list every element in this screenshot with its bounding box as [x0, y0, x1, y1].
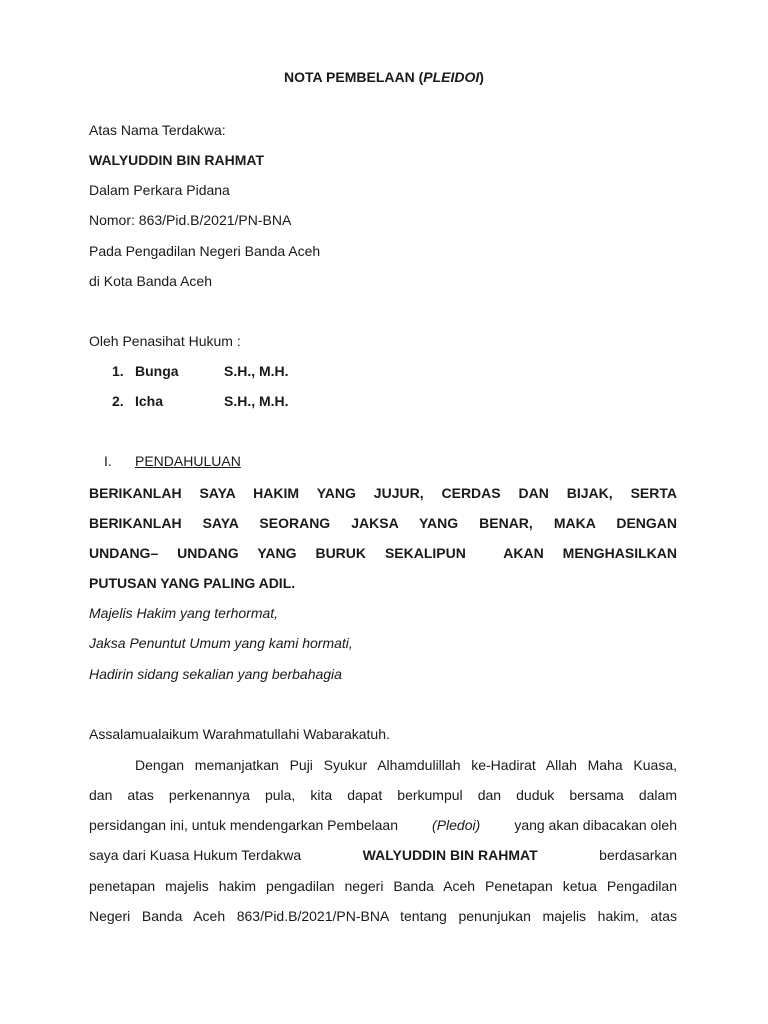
title-close: )	[479, 69, 484, 85]
quote-line: UNDANG– UNDANG YANG BURUK SEKALIPUN AKAN MENGHASILKAN	[89, 545, 677, 561]
court-name: Pada Pengadilan Negeri Banda Aceh	[89, 243, 321, 259]
quote-line: BERIKANLAH SAYA SEORANG JAKSA YANG BENAR, MAKA DENGAN	[89, 515, 677, 531]
defendant-name: WALYUDDIN BIN RAHMAT	[89, 152, 264, 168]
body-text: berdasarkan	[599, 847, 677, 863]
counsel-title: S.H., M.H.	[224, 363, 289, 379]
title-italic: PLEIDOI	[423, 69, 480, 85]
section-heading	[0, 453, 768, 471]
body-bold-name: WALYUDDIN BIN RAHMAT	[362, 847, 538, 863]
case-type: Dalam Perkara Pidana	[89, 182, 230, 198]
greeting-line: Hadirin sidang sekalian yang berbahagia	[89, 666, 342, 682]
body-line: Dengan memanjatkan Puji Syukur Alhamdulillah ke-Hadirat Allah Maha Kuasa,	[135, 757, 677, 773]
counsel-item	[0, 393, 768, 411]
body-line	[89, 816, 677, 834]
counsel-item	[0, 363, 768, 381]
body-line: dan atas perkenannya pula, kita dapat berkumpul dan duduk bersama dalam	[89, 787, 677, 803]
city: di Kota Banda Aceh	[89, 273, 212, 289]
quote-line: PUTUSAN YANG PALING ADIL.	[89, 575, 296, 591]
counsel-title: S.H., M.H.	[224, 393, 289, 409]
greeting-line: Jaksa Penuntut Umum yang kami hormati,	[89, 635, 353, 651]
body-line	[89, 846, 677, 864]
counsel-label: Oleh Penasihat Hukum :	[89, 333, 241, 349]
salam-line: Assalamualaikum Warahmatullahi Wabarakatuh.	[89, 726, 390, 742]
quote-line: BERIKANLAH SAYA HAKIM YANG JUJUR, CERDAS DAN BIJAK, SERTA	[89, 485, 677, 501]
body-line: Negeri Banda Aceh 863/Pid.B/2021/PN-BNA tentang penunjukan majelis hakim, atas	[89, 908, 677, 924]
title-text: NOTA PEMBELAAN (	[284, 69, 424, 85]
case-number: Nomor: 863/Pid.B/2021/PN-BNA	[89, 212, 292, 228]
section-number: I.	[104, 453, 112, 469]
counsel-name: Icha	[135, 393, 164, 409]
body-line: penetapan majelis hakim pengadilan negeri Banda Aceh Penetapan ketua Pengadilan	[89, 878, 677, 894]
counsel-number: 1.	[112, 363, 124, 379]
counsel-name: Bunga	[135, 363, 179, 379]
body-text: yang akan dibacakan oleh	[514, 817, 677, 833]
document-title	[0, 68, 768, 86]
atas-nama-label: Atas Nama Terdakwa:	[89, 122, 226, 138]
counsel-number: 2.	[112, 393, 124, 409]
section-title: PENDAHULUAN	[135, 453, 241, 469]
body-text: persidangan ini, untuk mendengarkan Pembelaan	[89, 817, 398, 833]
greeting-line: Majelis Hakim yang terhormat,	[89, 605, 279, 621]
body-italic: (Pledoi)	[432, 817, 481, 833]
body-text: saya dari Kuasa Hukum Terdakwa	[89, 847, 302, 863]
